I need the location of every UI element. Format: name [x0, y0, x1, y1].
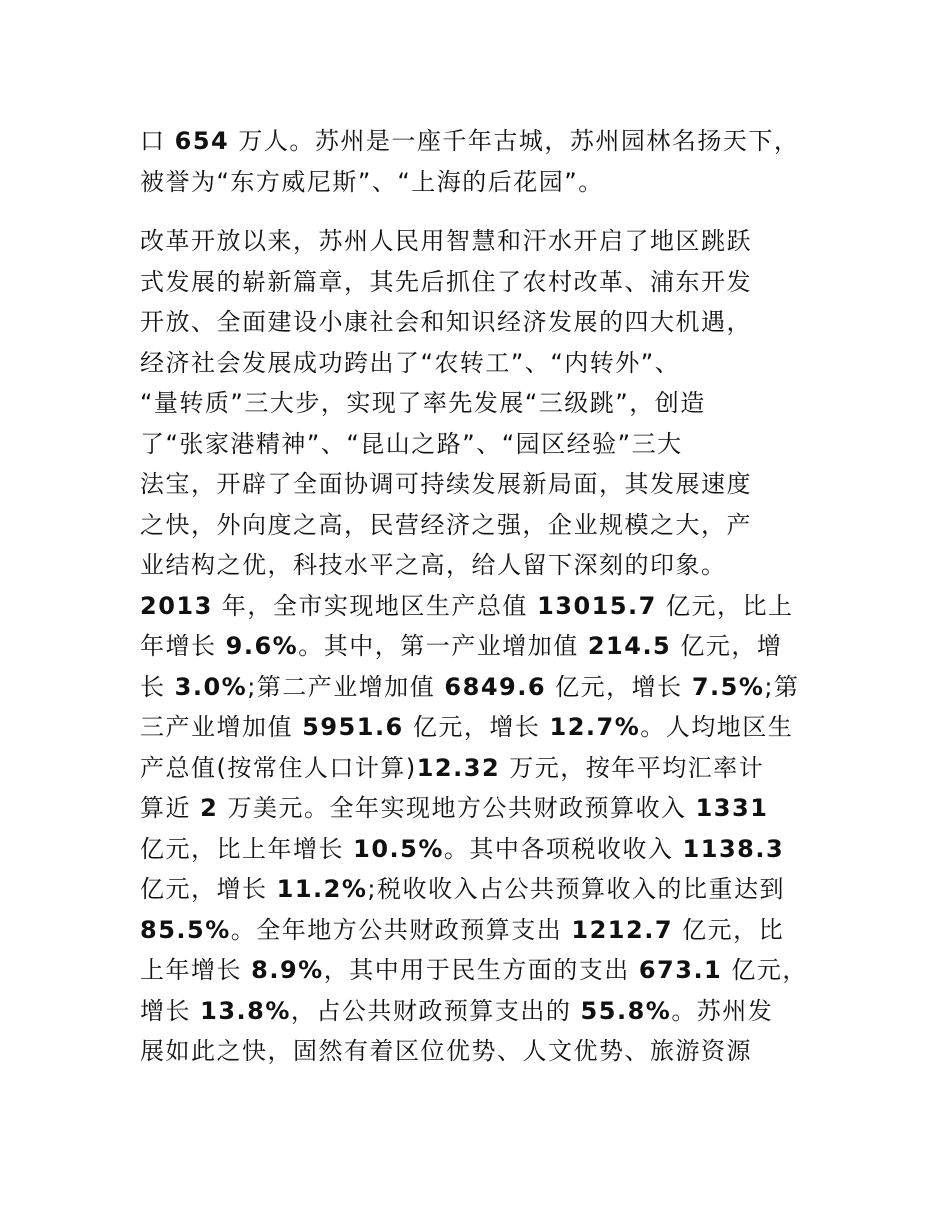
text-line: 亿元，增长 11.2%;税收收入占公共预算收入的比重达到	[140, 875, 785, 903]
text-line: 增长 13.8%，占公共财政预算支出的 55.8%。苏州发	[140, 996, 774, 1025]
text-line: 改革开放以来，苏州人民用智慧和汗水开启了地区跳跃	[140, 227, 752, 255]
text-line: 经济社会发展成功跨出了“农转工”、“内转外”、	[140, 348, 681, 377]
text-line: 口 654 万人。苏州是一座千年古城，苏州园林名扬天下，	[140, 127, 800, 155]
text-line: 2013 年，全市实现地区生产总值 13015.7 亿元，比上	[140, 591, 794, 620]
text-line: 展如此之快，固然有着区位优势、人文优势、旅游资源	[140, 1037, 752, 1065]
text-line: 开放、全面建设小康社会和知识经济发展的四大机遇，	[140, 308, 752, 336]
text-line: 式发展的崭新篇章，其先后抓住了农村改革、浦东开发	[140, 267, 752, 296]
text-line: 业结构之优，科技水平之高，给人留下深刻的印象。	[140, 551, 727, 579]
text-line: 85.5%。全年地方公共财政预算支出 1212.7 亿元，比	[140, 915, 785, 944]
text-line: 之快，外向度之高，民营经济之强，企业规模之大，产	[140, 510, 752, 539]
text-line: 三产业增加值 5951.6 亿元，增长 12.7%。人均地区生	[140, 713, 794, 741]
text-line: 了“张家港精神”、“昆山之路”、“园区经验”三大	[140, 429, 683, 458]
text-line: 长 3.0%;第二产业增加值 6849.6 亿元，增长 7.5%;第	[140, 672, 800, 701]
text-line: 法宝，开辟了全面协调可持续发展新局面，其发展速度	[140, 470, 752, 498]
text-line: 被誉为“东方威尼斯”、“上海的后花园”。	[140, 167, 604, 196]
text-line: 算近 2 万美元。全年实现地方公共财政预算收入 1331	[140, 794, 769, 822]
paragraph-1	[140, 121, 820, 202]
paragraph-2	[140, 221, 820, 1072]
text-line: 亿元，比上年增长 10.5%。其中各项税收收入 1138.3	[140, 834, 785, 863]
text-line: 上年增长 8.9%，其中用于民生方面的支出 673.1 亿元，	[140, 956, 808, 984]
text-line: “量转质”三大步，实现了率先发展“三级跳”，创造	[140, 389, 706, 417]
text-line: 产总值(按常住人口计算)12.32 万元，按年平均汇率计	[140, 753, 765, 782]
text-line: 年增长 9.6%。其中，第一产业增加值 214.5 亿元，增	[140, 632, 783, 660]
